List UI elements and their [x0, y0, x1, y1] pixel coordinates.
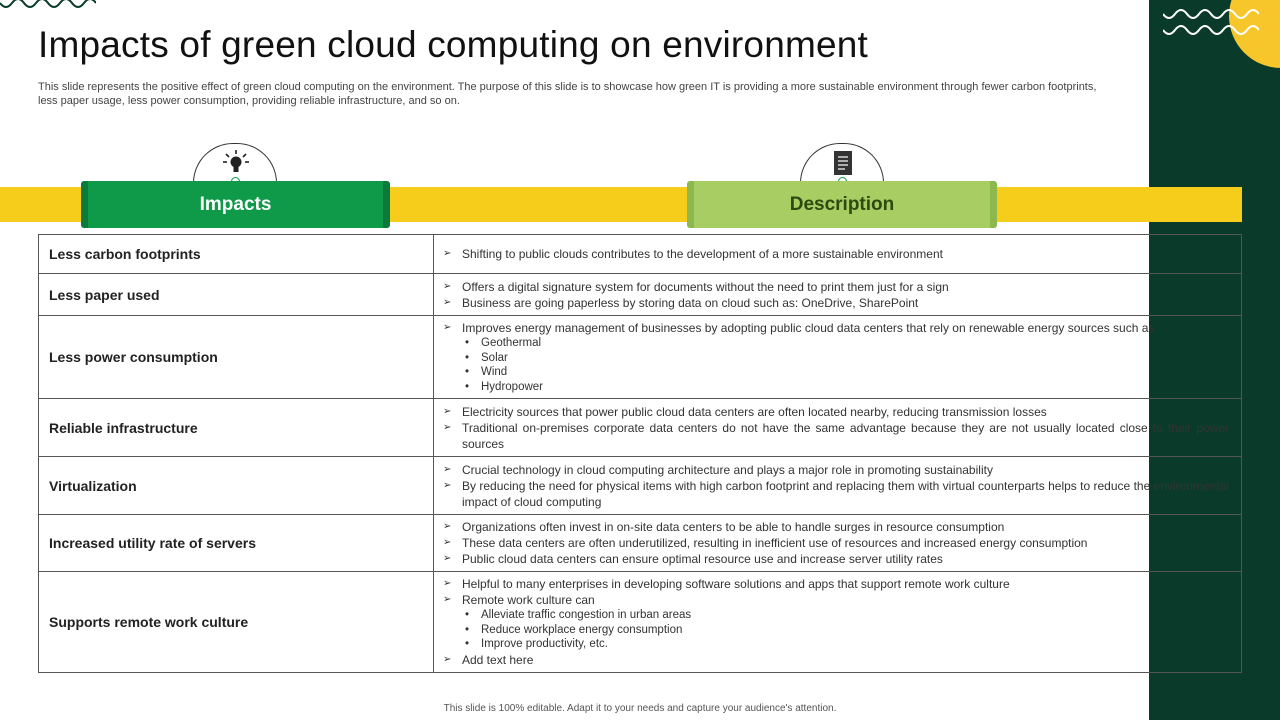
description-point	[443, 320, 1229, 336]
description-header-label: Description	[694, 181, 990, 228]
description-point-text: Improves energy management of businesses by adopting public cloud data centers that rely on renewable energy sources such as	[462, 321, 1155, 335]
description-point-text: Helpful to many enterprises in developing software solutions and apps that support remote work culture	[462, 577, 1010, 592]
table-row	[39, 572, 1242, 673]
arrow-bullet-icon: ➢	[443, 653, 452, 665]
description-point	[443, 246, 1229, 262]
description-point	[443, 420, 1229, 452]
description-point-text: Add text here	[462, 652, 534, 667]
table-row	[39, 316, 1242, 399]
dot-bullet-icon: •	[465, 380, 470, 393]
arrow-bullet-icon: ➢	[443, 248, 452, 259]
impacts-table-body	[39, 235, 1242, 673]
description-subpoint-text: Hydropower	[481, 380, 543, 393]
description-point-text: These data centers are often underutilized, resulting in inefficient use of resources and increased energy consumption	[462, 536, 1088, 550]
description-point	[443, 592, 1229, 608]
table-row	[39, 515, 1242, 572]
description-point	[443, 404, 1229, 420]
description-subpoint	[443, 351, 1229, 366]
description-subpoint	[443, 608, 1229, 623]
description-point-text: Business are going paperless by storing data on cloud such as: OneDrive, SharePoint	[462, 295, 919, 310]
description-cell	[434, 274, 1242, 316]
description-cell	[434, 235, 1242, 274]
dot-bullet-icon: •	[465, 609, 470, 622]
description-header	[687, 181, 997, 228]
arrow-bullet-icon: ➢	[443, 463, 452, 475]
footer-note: This slide is 100% editable. Adapt it to your needs and capture your audience's attention.	[443, 703, 837, 714]
impact-cell: Supports remote work culture	[39, 572, 434, 673]
wave-decoration-top-right	[1163, 8, 1259, 42]
wave-decoration-top-left	[0, 0, 96, 14]
description-point-text: Shifting to public clouds contributes to the development of a more sustainable environment	[462, 247, 943, 261]
dot-bullet-icon: •	[465, 638, 470, 651]
arrow-bullet-icon: ➢	[443, 578, 452, 590]
description-cell	[434, 515, 1242, 572]
dot-bullet-icon: •	[465, 623, 470, 636]
arrow-bullet-icon: ➢	[443, 405, 452, 417]
description-point-text: Organizations often invest in on-site data centers to be able to handle surges in resource consumption	[462, 520, 1005, 534]
description-point	[443, 462, 1229, 478]
arrow-bullet-icon: ➢	[443, 594, 452, 606]
impact-cell: Reliable infrastructure	[39, 399, 434, 457]
page-subtitle: This slide represents the positive effect of green cloud computing on the environment. The purpose of this slide is to showcase how green IT is providing a more sustainable environment through fewer carbon footprints, less paper usage, less power consumption, providing reliable infrastructure, and so on.	[38, 81, 1097, 107]
description-cell	[434, 316, 1242, 399]
arrow-bullet-icon: ➢	[443, 280, 452, 292]
description-point	[443, 519, 1229, 535]
description-point-text: Traditional on-premises corporate data centers do not have the same advantage because they are not usually located close to their power sources	[462, 420, 1229, 451]
description-cell	[434, 457, 1242, 515]
description-subpoint	[443, 365, 1229, 380]
description-subpoint-text: Reduce workplace energy consumption	[481, 623, 683, 636]
description-point	[443, 279, 1229, 295]
table-row	[39, 457, 1242, 515]
page-title: Impacts of green cloud computing on environment	[38, 24, 869, 65]
impacts-table	[38, 234, 1242, 673]
arrow-bullet-icon: ➢	[443, 296, 452, 308]
description-point-text: Public cloud data centers can ensure optimal resource use and increase server utility rates	[462, 552, 943, 566]
impacts-header-label: Impacts	[88, 181, 383, 228]
description-point	[443, 551, 1229, 567]
description-point	[443, 535, 1229, 551]
arrow-bullet-icon: ➢	[443, 521, 452, 532]
description-point	[443, 576, 1229, 592]
description-point	[443, 652, 1229, 668]
table-row	[39, 235, 1242, 274]
table-row	[39, 274, 1242, 316]
description-point-text: Offers a digital signature system for documents without the need to print them just for a sign	[462, 279, 949, 294]
document-icon	[831, 150, 855, 178]
description-subpoint-text: Solar	[481, 351, 508, 364]
description-point-text: Crucial technology in cloud computing architecture and plays a major role in promoting sustainability	[462, 462, 993, 477]
arrow-bullet-icon: ➢	[443, 537, 452, 548]
description-subpoint-text: Alleviate traffic congestion in urban areas	[481, 609, 692, 622]
description-subpoint-text: Wind	[481, 366, 508, 378]
table-row	[39, 399, 1242, 457]
description-subpoint	[443, 637, 1229, 652]
description-subpoint-text: Improve productivity, etc.	[481, 638, 608, 651]
arrow-bullet-icon: ➢	[443, 553, 452, 564]
description-point-text: Remote work culture can	[462, 593, 595, 608]
description-subpoint	[443, 623, 1229, 638]
description-point-text: Electricity sources that power public cloud data centers are often located nearby, reducing transmission losses	[462, 404, 1047, 419]
arrow-bullet-icon: ➢	[443, 322, 452, 333]
impact-cell: Less power consumption	[39, 316, 434, 399]
lightbulb-icon	[221, 148, 251, 178]
description-subpoint-text: Geothermal	[481, 337, 542, 349]
arrow-bullet-icon: ➢	[443, 421, 452, 433]
description-point	[443, 295, 1229, 311]
description-cell	[434, 399, 1242, 457]
impact-cell: Less carbon footprints	[39, 235, 434, 274]
description-subpoint	[443, 336, 1229, 351]
impacts-header	[81, 181, 390, 228]
description-subpoint	[443, 380, 1229, 395]
dot-bullet-icon: •	[465, 337, 470, 349]
dot-bullet-icon: •	[465, 366, 470, 378]
impact-cell: Less paper used	[39, 274, 434, 316]
impact-cell: Increased utility rate of servers	[39, 515, 434, 572]
description-cell	[434, 572, 1242, 673]
arrow-bullet-icon: ➢	[443, 479, 452, 491]
dot-bullet-icon: •	[465, 351, 470, 364]
impact-cell: Virtualization	[39, 457, 434, 515]
description-point	[443, 478, 1229, 510]
description-point-text: By reducing the need for physical items with high carbon footprint and replacing them with virtual counterparts helps to reduce the environmental impact of cloud computing	[462, 478, 1229, 509]
